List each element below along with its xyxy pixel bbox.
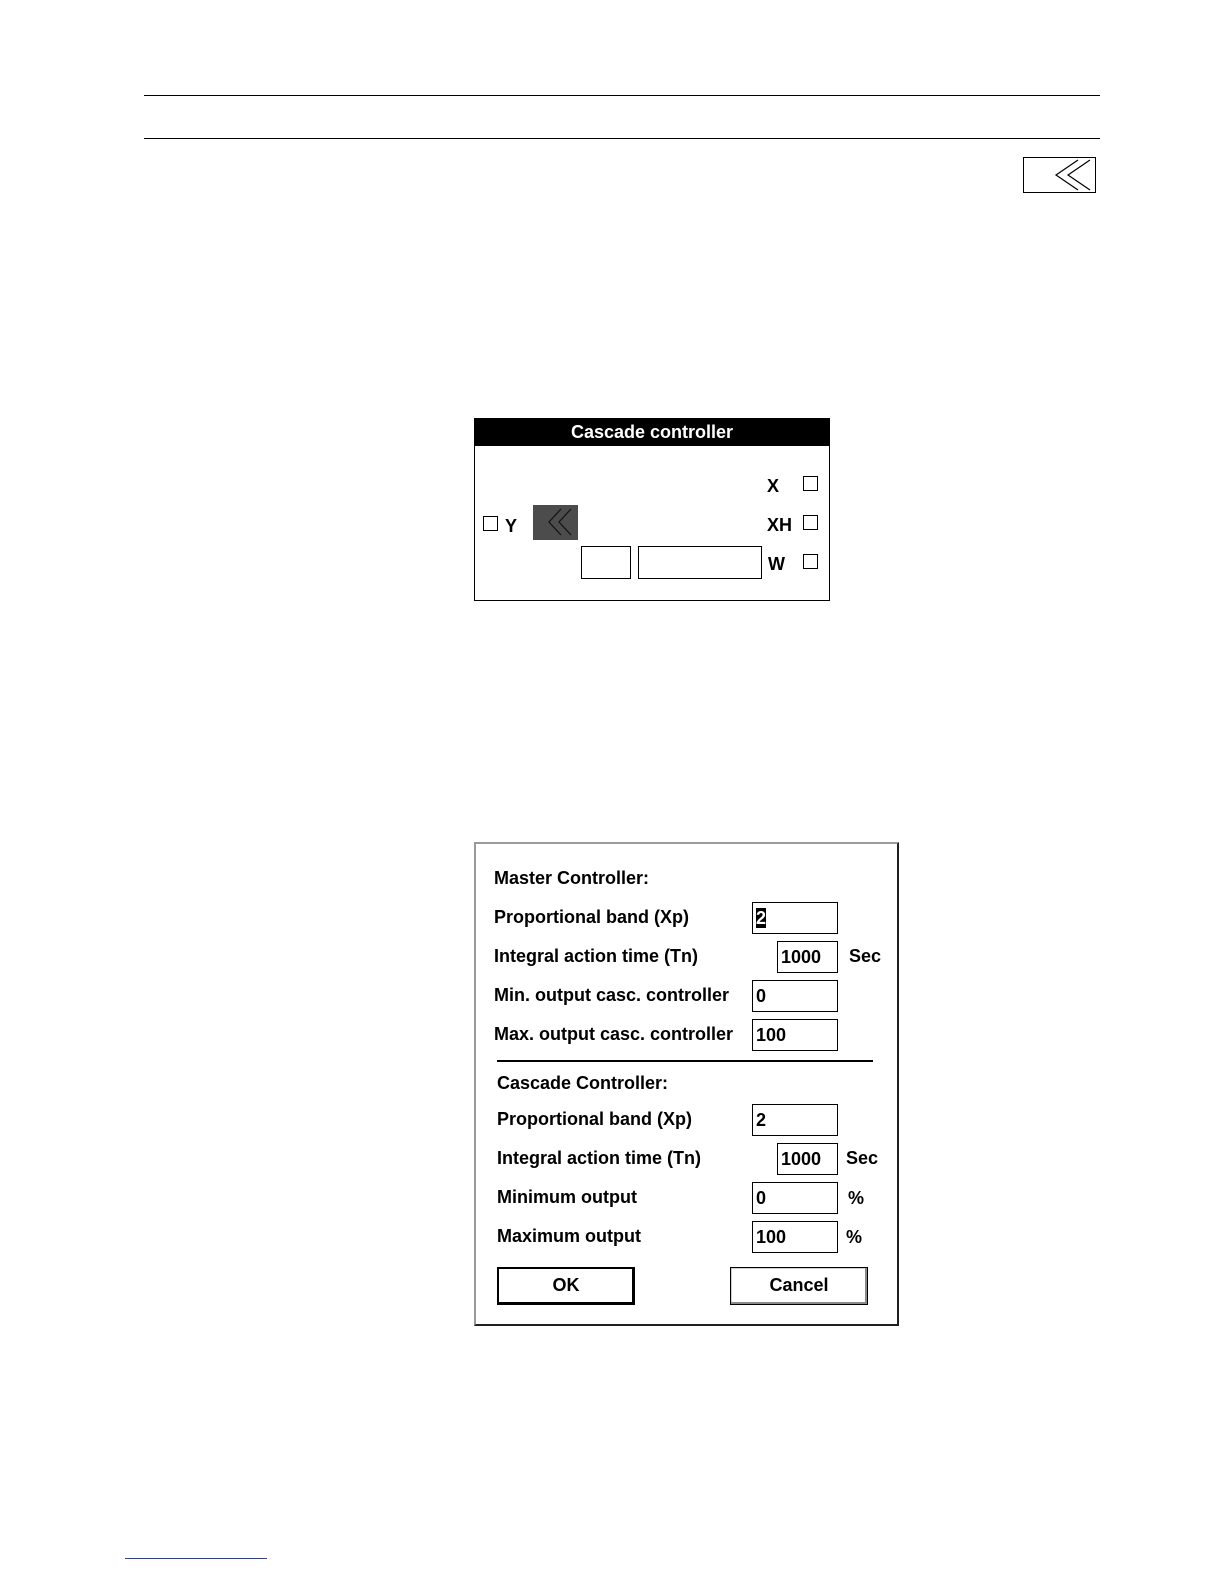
cascade-tn-label: Integral action time (Tn) [497, 1148, 702, 1168]
cascade-chevron-icon [533, 505, 578, 540]
cascade-min-unit: % [848, 1188, 865, 1208]
pin-label-x: X [767, 476, 780, 496]
cascade-min-input[interactable]: 0 [752, 1182, 838, 1214]
cascade-tn-unit: Sec [846, 1148, 879, 1168]
block-field-small[interactable] [581, 546, 631, 579]
header-rule-bottom [144, 138, 1100, 139]
pin-label-w: W [768, 554, 785, 574]
master-xp-input[interactable]: 2 [752, 902, 838, 934]
cascade-heading: Cascade Controller: [497, 1073, 669, 1093]
footer-link-underline [125, 1558, 267, 1559]
cancel-button[interactable]: Cancel [730, 1267, 868, 1305]
parameter-dialog [474, 842, 899, 1326]
cascade-max-unit: % [846, 1227, 863, 1247]
pin-w-checkbox[interactable] [803, 554, 818, 569]
cascade-tn-input[interactable]: 1000 [777, 1143, 838, 1175]
master-tn-label: Integral action time (Tn) [494, 946, 699, 966]
block-field-wide[interactable] [638, 546, 762, 579]
cascade-xp-label: Proportional band (Xp) [497, 1109, 692, 1129]
pin-y-checkbox[interactable] [483, 516, 498, 531]
master-min-label: Min. output casc. controller [494, 985, 730, 1005]
cascade-max-input[interactable]: 100 [752, 1221, 838, 1253]
master-xp-label: Proportional band (Xp) [494, 907, 689, 927]
block-title: Cascade controller [475, 419, 829, 446]
master-heading: Master Controller: [494, 868, 650, 888]
pin-label-xh: XH [767, 515, 793, 535]
master-tn-unit: Sec [849, 946, 882, 966]
pin-xh-checkbox[interactable] [803, 515, 818, 530]
pin-label-y: Y [505, 516, 518, 536]
cascade-min-label: Minimum output [497, 1187, 637, 1207]
master-max-label: Max. output casc. controller [494, 1024, 734, 1044]
cascade-max-label: Maximum output [497, 1226, 641, 1246]
section-divider [497, 1060, 873, 1062]
cascade-xp-input[interactable]: 2 [752, 1104, 838, 1136]
master-tn-input[interactable]: 1000 [777, 941, 838, 973]
ok-button[interactable]: OK [497, 1267, 635, 1305]
pin-x-checkbox[interactable] [803, 476, 818, 491]
cascade-controller-block[interactable] [474, 418, 830, 601]
header-rule-top [144, 95, 1100, 96]
master-max-input[interactable]: 100 [752, 1019, 838, 1051]
master-min-input[interactable]: 0 [752, 980, 838, 1012]
cascade-chevron-icon [1023, 157, 1096, 193]
